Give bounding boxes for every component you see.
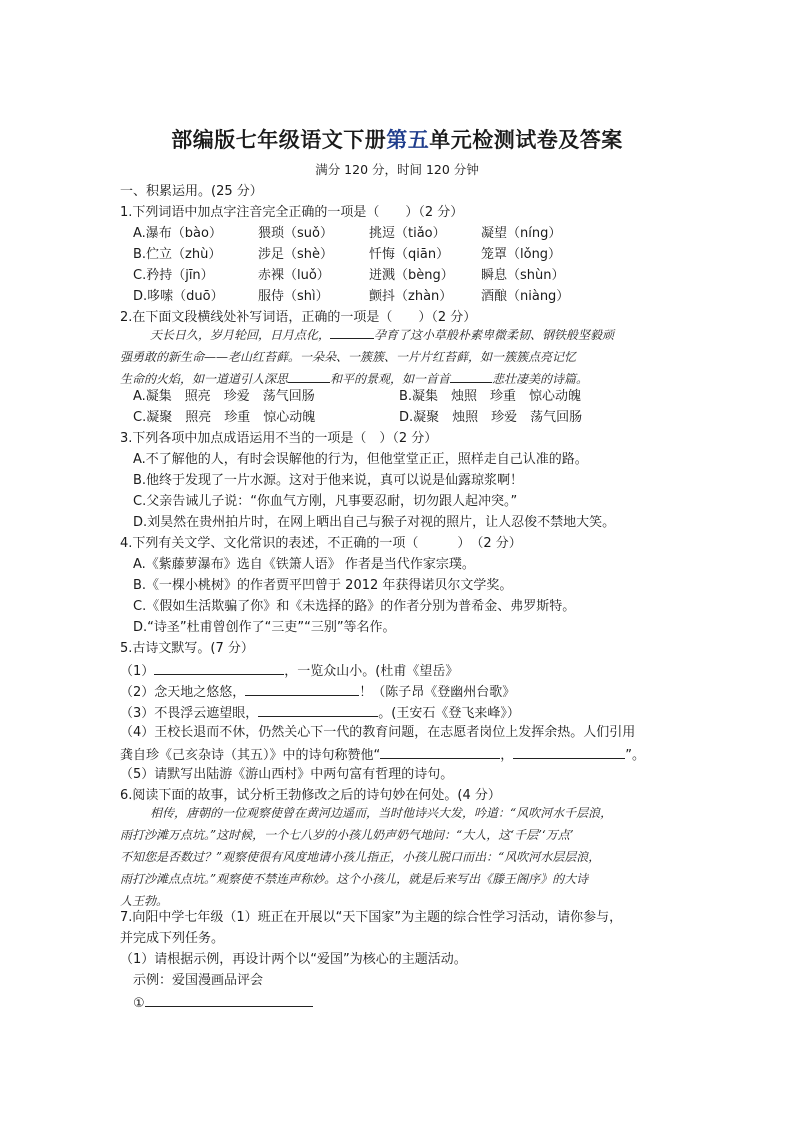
q1-a-1: A.瀑布（bào） <box>133 226 222 241</box>
q1-b-3: 忏悔（qiān） <box>369 247 450 262</box>
q2-options-row-2 <box>133 410 673 426</box>
q5-blank-1[interactable] <box>154 662 284 675</box>
q2-passage-text-4: 和平的景观，如一首首 <box>330 372 451 386</box>
q7-stem-1: 7.向阳中学七年级（1）班正在开展以“天下国家”为主题的综合性学习活动，请你参与， <box>120 910 623 925</box>
q2-option-d: D.凝聚 烛照 珍爱 荡气回肠 <box>399 410 583 425</box>
q5-line-2 <box>120 683 515 701</box>
q3-option-b: B.他终于发现了一片水源。这对于他来说，真可以说是仙露琼浆啊！ <box>133 473 524 488</box>
q5-l1-prefix: （1） <box>120 664 155 679</box>
q5-blank-4[interactable] <box>380 746 500 759</box>
q6-passage-line-2: 雨打沙滩万点坑。”这时候，一个七八岁的小孩儿奶声奶气地问：“大人，这‘千层’‘万点’ <box>120 828 574 842</box>
q7-answer-1 <box>133 994 313 1012</box>
q1-b-4: 笼罩（lǒng） <box>481 247 562 262</box>
q6-stem: 6.阅读下面的故事，试分析王勃修改之后的诗句妙在何处。(4 分） <box>120 788 501 803</box>
q5-blank-3[interactable] <box>258 704 378 717</box>
q1-row-c <box>133 268 633 284</box>
q1-c-1: C.矜持（jīn） <box>133 268 214 283</box>
q2-passage <box>120 324 676 390</box>
q6-passage-line-1: 相传，唐朝的一位观察使曾在黄河边遥而，当时他诗兴大发，吟道：“风吹河水千层浪， <box>150 806 613 820</box>
q4-option-a: A.《紫藤萝瀑布》选自《铁箫人语》 作者是当代作家宗璞。 <box>133 557 475 572</box>
q6-passage <box>120 802 676 914</box>
q7-sub-1: （1）请根据示例，再设计两个以“爱国”为核心的主题活动。 <box>120 952 467 967</box>
q1-c-2: 赤裸（luǒ） <box>258 268 330 283</box>
q2-passage-line-1 <box>150 324 614 346</box>
q3-option-d: D.刘昊然在贵州拍片时，在网上晒出自己与猴子对视的照片，让人忍俊不禁地大笑。 <box>133 515 616 530</box>
q5-line-3 <box>120 704 520 722</box>
title-part-3: 单元 <box>429 128 473 152</box>
q3-option-a: A.不了解他的人，有时会误解他的行为，但他堂堂正正，照样走自己认准的路。 <box>133 452 588 467</box>
q7-stem-2: 并完成下列任务。 <box>120 931 225 946</box>
q3-option-c: C.父亲告诫儿子说：“你血气方刚，凡事要忍耐，切勿跟人起冲突。” <box>133 494 518 509</box>
q5-line-1 <box>120 662 458 680</box>
q5-l4b-suffix: ”。 <box>625 748 646 763</box>
q1-a-4: 凝望（níng） <box>481 226 562 241</box>
q7-blank-1[interactable] <box>145 994 313 1007</box>
section-heading: 一、积累运用。(25 分） <box>120 184 263 199</box>
q5-line-4: （4）王校长退而不休，仍然关心下一代的教育问题，在志愿者岗位上发挥余热。人们引用 <box>120 725 636 740</box>
q7-example: 示例：爱国漫画品评会 <box>133 973 264 988</box>
q5-l4b-prefix: 龚自珍《己亥杂诗（其五）》中的诗句称赞他“ <box>120 748 381 763</box>
q2-passage-line-2: 强勇敢的新生命——老山红苔藓。一朵朵、一簇簇、一片片红苔藓，如一簇簇点亮记忆 <box>120 350 577 364</box>
exam-subtitle: 满分 120 分，时间 120 分钟 <box>315 162 479 177</box>
q1-c-4: 瞬息（shùn） <box>481 268 565 283</box>
q2-blank-2[interactable] <box>288 370 330 383</box>
q5-blank-5[interactable] <box>513 746 625 759</box>
q2-option-a: A.凝集 照亮 珍爱 荡气回肠 <box>133 389 315 404</box>
q5-line-5: （5）请默写出陆游《游山西村》中两句富有哲理的诗句。 <box>120 767 454 782</box>
q2-passage-line-3 <box>120 368 588 390</box>
q1-d-2: 服侍（shì） <box>258 289 329 304</box>
q1-row-d <box>133 289 633 305</box>
q2-option-c: C.凝聚 照亮 珍重 惊心动魄 <box>133 410 316 425</box>
q1-row-a <box>133 226 633 242</box>
q2-stem: 2.在下面文段横线处补写词语，正确的一项是（ ）（2 分） <box>120 310 477 325</box>
q5-l2-suffix: ！（陈子昂《登幽州台歌》 <box>359 685 516 700</box>
q6-passage-line-4: 雨打沙滩点点坑。”观察使不禁连声称妙。这个小孩儿，就是后来写出《滕王阁序》的大诗 <box>120 872 589 886</box>
q2-options-row-1 <box>133 389 673 405</box>
q1-a-2: 猥琐（suǒ） <box>258 226 333 241</box>
q4-option-b: B.《一棵小桃树》的作者贾平凹曾于 2012 年获得诺贝尔文学奖。 <box>133 578 513 593</box>
q5-l2-prefix: （2）念天地之悠悠， <box>120 685 246 700</box>
q4-stem: 4.下列有关文学、文化常识的表述，不正确的一项（ ） （2 分） <box>120 536 522 551</box>
q6-passage-line-3: 不知您是否数过？”观察使很有风度地请小孩儿指正，小孩儿脱口而出：“风吹河水层层浪， <box>120 850 601 864</box>
q5-stem: 5.古诗文默写。(7 分） <box>120 641 254 656</box>
q1-d-3: 颤抖（zhàn） <box>369 289 453 304</box>
q1-d-4: 酒酿（niàng） <box>481 289 570 304</box>
q1-d-1: D.哆嗦（duō） <box>133 289 224 304</box>
q2-passage-text-2: 孕育了这小草般朴素卑微柔韧、钢铁般坚毅顽 <box>374 328 615 342</box>
q5-line-4b <box>120 746 645 764</box>
title-part-4: 检测试卷及答案 <box>472 128 623 152</box>
page-title <box>0 124 794 154</box>
q7-circle-1: ① <box>133 996 145 1011</box>
title-part-2: 第五 <box>386 128 430 152</box>
q5-l1-suffix: ，一览众山小。(杜甫《望岳》 <box>284 664 459 679</box>
q1-b-2: 涉足（shè） <box>258 247 334 262</box>
q2-blank-3[interactable] <box>450 370 492 383</box>
q5-blank-2[interactable] <box>245 683 359 696</box>
q3-stem: 3.下列各项中加点成语运用不当的一项是（ ）（2 分） <box>120 431 438 446</box>
q4-option-d: D.“诗圣”杜甫曾创作了“三吏”“三别”等名作。 <box>133 620 396 635</box>
q5-l4b-comma: ， <box>500 748 514 763</box>
q2-passage-text-5: 悲壮凄美的诗篇。 <box>492 372 589 386</box>
title-part-1: 部编版七年级语文下册 <box>171 128 387 152</box>
q1-stem: 1.下列词语中加点字注音完全正确的一项是（ ）（2 分） <box>120 205 464 220</box>
q4-option-c: C.《假如生活欺骗了你》和《未选择的路》的作者分别为普希金、弗罗斯特。 <box>133 599 576 614</box>
q2-passage-text-1: 天长日久，岁月轮回，日月点化， <box>150 328 331 342</box>
q2-option-b: B.凝集 烛照 珍重 惊心动魄 <box>399 389 582 404</box>
q1-a-3: 挑逗（tiǎo） <box>369 226 446 241</box>
q5-l3-prefix: （3）不畏浮云遮望眼， <box>120 706 259 721</box>
q1-b-1: B.伫立（zhù） <box>133 247 222 262</box>
q6-passage-line-5: 人王勃。 <box>120 894 169 908</box>
q2-passage-text-3: 生命的火焰，如一道道引人深思 <box>120 372 289 386</box>
q5-l3-suffix: 。(王安石《登飞来峰》） <box>378 706 520 721</box>
q1-row-b <box>133 247 633 263</box>
q1-c-3: 迸溅（bèng） <box>369 268 454 283</box>
q2-blank-1[interactable] <box>330 326 374 339</box>
